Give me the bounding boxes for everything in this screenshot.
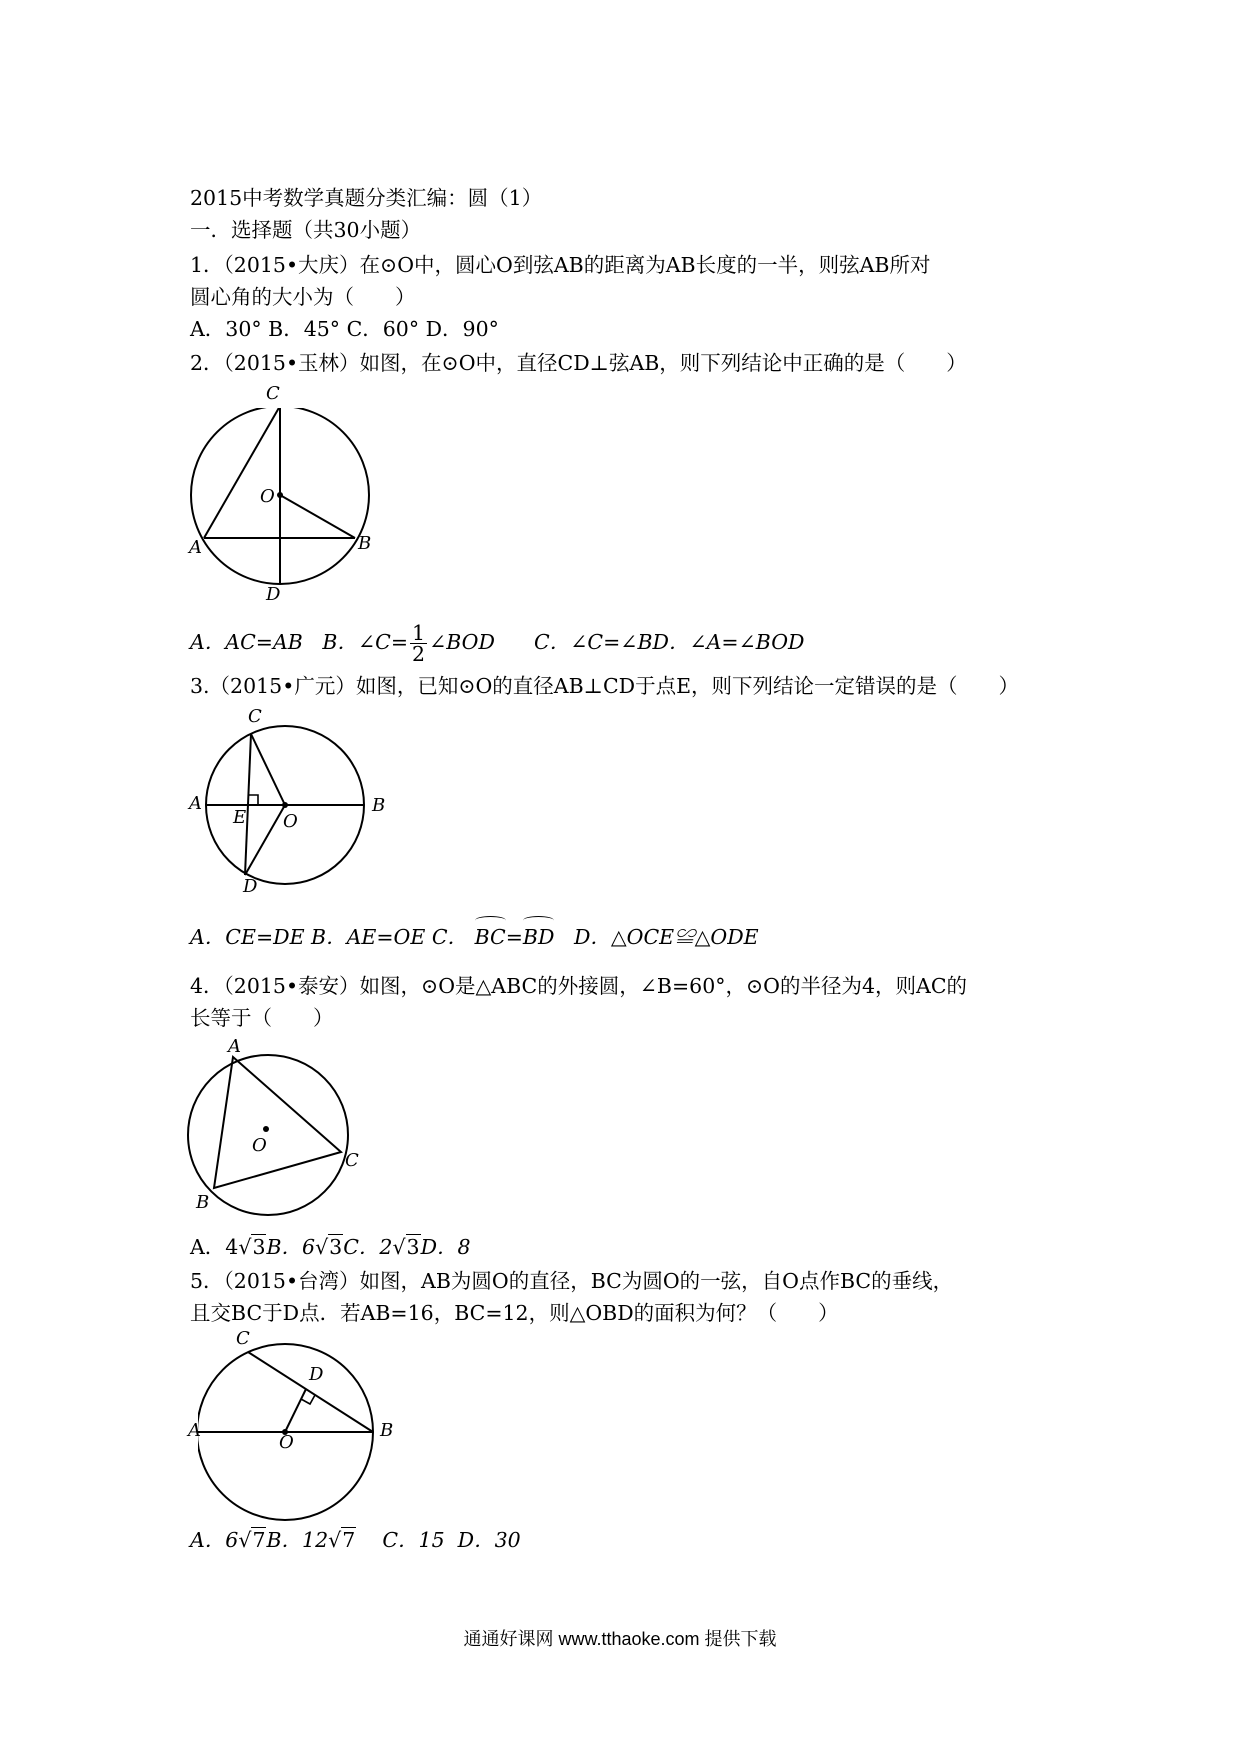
q5-stem-line1: 5．（2015•台湾）如图，AB为圆O的直径，BC为圆O的一弦，自O点作BC的垂线， (190, 1269, 954, 1293)
q4-label-b: B (196, 1192, 210, 1213)
q5-option-b-sqrt: √7 (328, 1528, 356, 1552)
q5-label-c: C (236, 1328, 250, 1349)
q4-label-c: C (345, 1150, 359, 1171)
q3-right-angle-mark (248, 795, 258, 805)
q3-label-e: E (233, 807, 247, 828)
q2-fraction-denominator: 2 (412, 642, 426, 666)
q5-option-b-radicand: 7 (342, 1528, 356, 1552)
q2-stem: 2．（2015•玉林）如图，在⊙O中，直径CD⊥弦AB，则下列结论中正确的是（ ） (190, 351, 967, 375)
q5-label-d: D (309, 1364, 324, 1385)
q5-option-a-sqrt: √7 (238, 1528, 266, 1552)
q4-option-c-sqrt: √3 (392, 1235, 420, 1259)
q3-center-dot (282, 802, 288, 808)
q3-label-b: B (372, 795, 386, 816)
q3-arc-bd: BD (523, 922, 555, 952)
q2-option-a: A．AC=AB (190, 630, 303, 654)
q4-options (190, 1232, 471, 1262)
q4-option-a-radicand: 3 (252, 1235, 266, 1259)
q2-fraction (410, 623, 427, 664)
q5-option-c: C．15 (382, 1528, 445, 1552)
q2-label-c: C (266, 383, 280, 404)
q5-label-a: A (188, 1420, 201, 1441)
q2-fraction-numerator: 1 (412, 621, 426, 645)
doc-title: 2015中考数学真题分类汇编：圆（1） (190, 186, 543, 210)
q3-options (190, 922, 759, 952)
q3-label-c: C (248, 706, 262, 727)
q3-label-a: A (189, 793, 202, 814)
q2-option-b-prefix: B．∠C= (322, 630, 409, 654)
q4-option-b-sqrt: √3 (315, 1235, 343, 1259)
section-heading: 一．选择题（共30小题） (190, 218, 422, 242)
q2-label-b: B (358, 533, 372, 554)
q4-circle (188, 1055, 348, 1215)
q5-perpendicular-od (285, 1389, 306, 1432)
q4-stem-line2: 长等于（ ） (190, 1006, 334, 1030)
q4-option-b-radicand: 3 (329, 1235, 343, 1259)
q2-option-b-suffix: ∠BOD (429, 630, 495, 654)
q5-option-b-prefix: B．12 (266, 1528, 329, 1552)
page-footer: 通通好课网 www.tthaoke.com 提供下载 (463, 1629, 777, 1649)
q5-stem-line2: 且交BC于D点．若AB=16，BC=12，则△OBD的面积为何？（ ） (190, 1301, 839, 1325)
q4-center-dot (263, 1126, 269, 1132)
q4-option-a-prefix: A．4 (190, 1235, 239, 1259)
q3-segment-od (245, 805, 285, 875)
q4-option-a-sqrt: √3 (238, 1235, 266, 1259)
q3-stem: 3.（2015•广元）如图，已知⊙O的直径AB⊥CD于点E，则下列结论一定错误的是（ ） (190, 674, 1020, 698)
q4-option-c-prefix: C．2 (343, 1235, 393, 1259)
q5-label-b: B (380, 1420, 394, 1441)
q3-label-d: D (243, 876, 258, 897)
q2-segment-ac (204, 408, 280, 538)
q4-option-c-radicand: 3 (406, 1235, 420, 1259)
q2-label-o: O (260, 486, 275, 507)
q4-label-o: O (252, 1135, 267, 1156)
q5-option-a-radicand: 7 (252, 1528, 266, 1552)
q3-figure (205, 723, 385, 895)
q2-center-dot (277, 492, 283, 498)
q5-option-d: D．30 (457, 1528, 521, 1552)
q1-stem-line1: 1．（2015•大庆）在⊙O中，圆心O到弦AB的距离为AB长度的一半，则弦AB所对 (190, 253, 931, 277)
q2-option-c-d: C．∠C=∠BD．∠A=∠BOD (534, 630, 805, 654)
q3-option-d: D．△OCE≌△ODE (573, 925, 759, 949)
q4-figure (186, 1053, 356, 1223)
q3-arc-equals: = (505, 925, 523, 949)
q2-segment-ob (280, 495, 355, 538)
q4-option-d: D．8 (420, 1235, 471, 1259)
q3-arc-bc: BC (475, 922, 506, 952)
q4-stem-line1: 4．（2015•泰安）如图，⊙O是△ABC的外接圆，∠B=60°，⊙O的半径为4，则AC的 (190, 974, 968, 998)
q1-stem-line2: 圆心角的大小为（ ） (190, 285, 416, 309)
q5-option-a-prefix: A．6 (190, 1528, 239, 1552)
q3-label-o: O (283, 811, 298, 832)
q2-options (190, 623, 804, 664)
q5-options (190, 1525, 521, 1555)
q2-label-d: D (266, 584, 281, 605)
q4-label-a: A (228, 1036, 241, 1057)
q2-label-a: A (189, 537, 202, 558)
q1-options: A．30° B．45° C．60° D．90° (190, 317, 499, 341)
q2-figure (188, 408, 388, 608)
q3-option-a-b-c: A．CE=DE B．AE=OE C． (190, 925, 469, 949)
q5-label-o: O (279, 1432, 294, 1453)
q4-option-b-prefix: B．6 (266, 1235, 316, 1259)
